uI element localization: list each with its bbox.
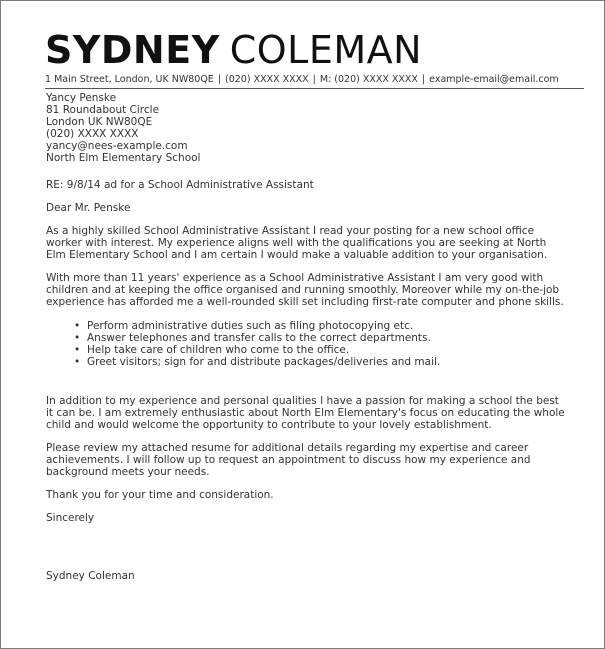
- closing: Sincerely: [46, 512, 95, 524]
- contact-separator: |: [421, 74, 426, 85]
- paragraph-passion: In addition to my experience and personal qualities I have a passion for making a school the best it can be. I am extremely enthusiastic about North Elm Elementary's focus on educating the whole child and would welcome the opportunity to contribute to your lovely establishment.: [46, 395, 565, 431]
- thanks-line: Thank you for your time and consideration.: [46, 489, 274, 501]
- bullet-icon: •: [74, 332, 81, 344]
- list-item: [74, 356, 566, 368]
- bullet-icon: •: [74, 356, 81, 368]
- sender-email: example-email@email.com: [429, 74, 559, 85]
- recipient-city: London UK NW80QE: [46, 116, 153, 128]
- sender-last-name: COLEMAN: [229, 28, 423, 72]
- signature-name: Sydney Coleman: [46, 570, 135, 582]
- list-item-text: Greet visitors; sign for and distribute packages/deliveries and mail.: [87, 356, 441, 368]
- sender-address: 1 Main Street, London, UK NW80QE: [45, 74, 214, 85]
- recipient-name: Yancy Penske: [46, 92, 117, 104]
- sender-first-name: SYDNEY: [45, 28, 220, 72]
- sender-contact-line: [45, 73, 584, 89]
- paragraph-follow-up: Please review my attached resume for additional details regarding my expertise and career achievements. I will follow up to request an appointment to discuss how my experience and background meets your needs.: [46, 442, 531, 478]
- paragraph-intro: As a highly skilled School Administrative Assistant I read your posting for a new school office worker with interest. My experience aligns well with the qualifications you are seeking at North Elm Elementary School and I am certain I would make a valuable addition to your organisation.: [46, 225, 548, 261]
- recipient-email: yancy@nees-example.com: [46, 140, 188, 152]
- duties-list: [46, 320, 566, 368]
- sender-mobile: M: (020) XXXX XXXX: [319, 74, 418, 85]
- salutation: Dear Mr. Penske: [46, 202, 131, 214]
- recipient-phone: (020) XXXX XXXX: [46, 128, 139, 140]
- recipient-organisation: North Elm Elementary School: [46, 152, 201, 164]
- list-item-text: Perform administrative duties such as filing photocopying etc.: [87, 320, 414, 332]
- sender-name: [45, 28, 584, 72]
- sender-phone: (020) XXXX XXXX: [225, 74, 309, 85]
- bullet-icon: •: [74, 320, 81, 332]
- recipient-street: 81 Roundabout Circle: [46, 104, 160, 116]
- list-item: [74, 344, 566, 356]
- subject-line: RE: 9/8/14 ad for a School Administrative Assistant: [46, 179, 314, 191]
- paragraph-experience: With more than 11 years' experience as a School Administrative Assistant I am very good with children and at keeping the office organised and running smoothly. Moreover while my on-the-job experience has afforded me a well-rounded skill set including first-rate computer and phone skills.: [46, 272, 564, 308]
- letter-body: [46, 92, 566, 582]
- list-item: [74, 320, 566, 332]
- list-item-text: Help take care of children who come to the office.: [87, 344, 350, 356]
- bullet-icon: •: [74, 344, 81, 356]
- list-item-text: Answer telephones and transfer calls to the correct departments.: [87, 332, 431, 344]
- contact-separator: |: [312, 74, 316, 85]
- recipient-block: [46, 92, 566, 164]
- letterhead: [45, 28, 584, 89]
- contact-separator: |: [217, 74, 222, 85]
- list-item: [74, 332, 566, 344]
